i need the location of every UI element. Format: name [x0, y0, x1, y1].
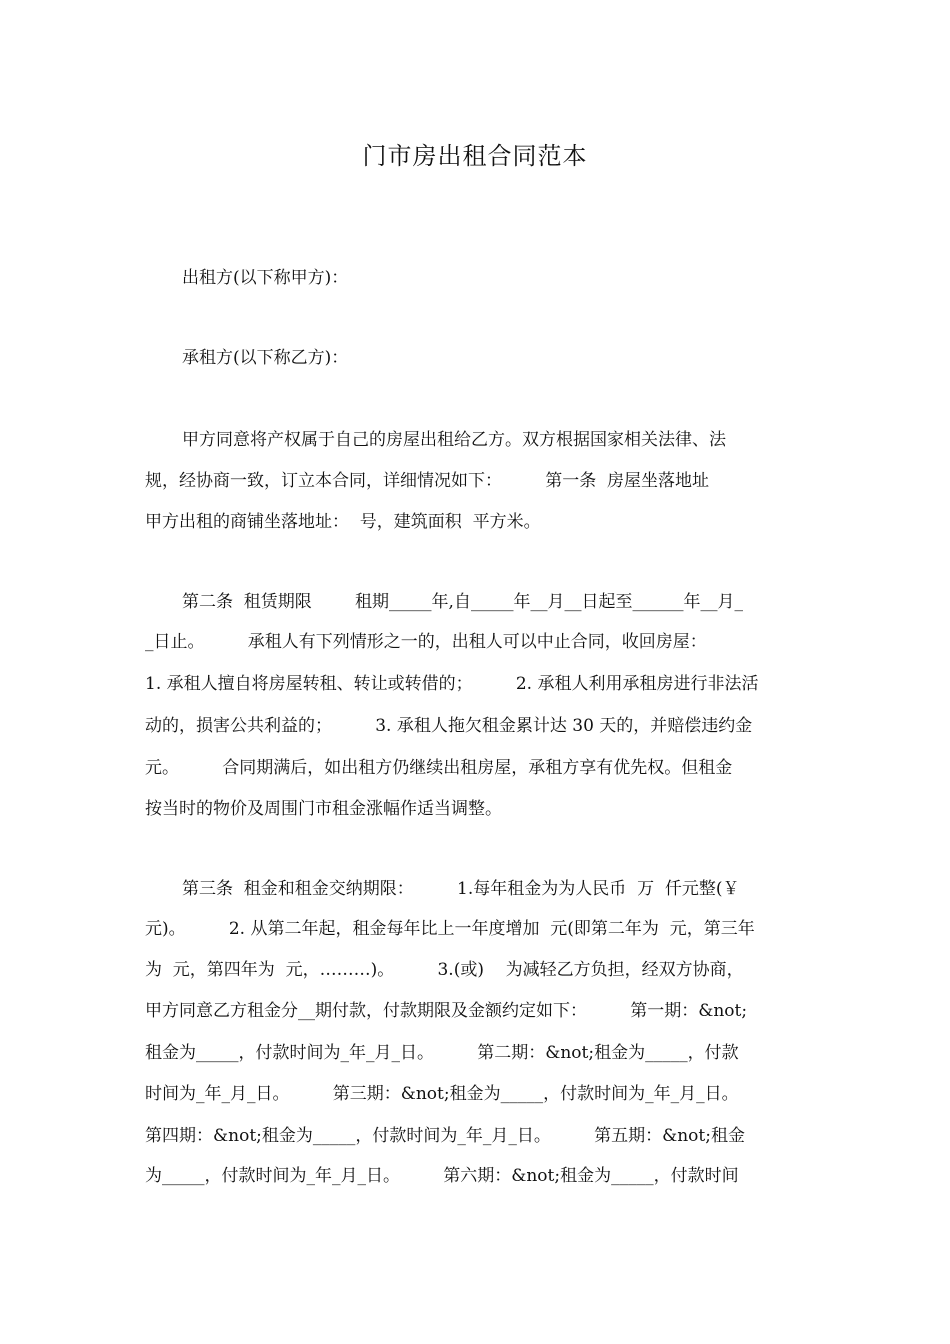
paragraph-line: 按当时的物价及周围门市租金涨幅作适当调整。: [145, 799, 502, 819]
paragraph-line: 第二条 租赁期限 租期_____年,自_____年__月__日起至______年__月_: [182, 592, 743, 612]
paragraph-line: 租金为_____，付款时间为_年_月_日。 第二期：&not;租金为_____，付款: [145, 1043, 739, 1063]
paragraph-line: 第三条 租金和租金交纳期限： 1.每年租金为为人民币 万 仟元整(￥: [182, 879, 740, 899]
paragraph-line: 第四期：&not;租金为_____，付款时间为_年_月_日。 第五期：&not;租金: [145, 1126, 745, 1146]
paragraph-line: 甲方同意将产权属于自己的房屋出租给乙方。双方根据国家相关法律、法: [182, 430, 726, 450]
document-title: 门市房出租合同范本: [362, 142, 588, 170]
paragraph-line: 为_____，付款时间为_年_月_日。 第六期：&not;租金为_____，付款时间: [145, 1166, 739, 1186]
lessee-line: 承租方(以下称乙方)：: [182, 348, 349, 368]
paragraph-line: 1. 承租人擅自将房屋转租、转让或转借的； 2. 承租人利用承租房进行非法活: [145, 674, 759, 694]
paragraph-line: _日止。 承租人有下列情形之一的，出租人可以中止合同，收回房屋：: [145, 632, 707, 652]
paragraph-line: 时间为_年_月_日。 第三期：&not;租金为_____，付款时间为_年_月_日。: [145, 1084, 739, 1104]
lessor-line: 出租方(以下称甲方)：: [182, 268, 349, 288]
paragraph-line: 动的，损害公共利益的； 3. 承租人拖欠租金累计达 30 天的，并赔偿违约金: [145, 716, 753, 736]
paragraph-line: 为 元，第四年为 元，………)。 3.(或) 为减轻乙方负担，经双方协商，: [145, 960, 744, 980]
paragraph-line: 甲方出租的商铺坐落地址： 号，建筑面积 平方米。: [145, 512, 541, 532]
paragraph-line: 甲方同意乙方租金分__期付款，付款期限及金额约定如下： 第一期：&not;: [145, 1001, 748, 1021]
paragraph-line: 元。 合同期满后，如出租方仍继续出租房屋，承租方享有优先权。但租金: [145, 758, 733, 778]
paragraph-line: 元)。 2. 从第二年起，租金每年比上一年度增加 元(即第二年为 元，第三年: [145, 919, 755, 939]
paragraph-line: 规，经协商一致，订立本合同，详细情况如下： 第一条 房屋坐落地址: [145, 471, 710, 491]
